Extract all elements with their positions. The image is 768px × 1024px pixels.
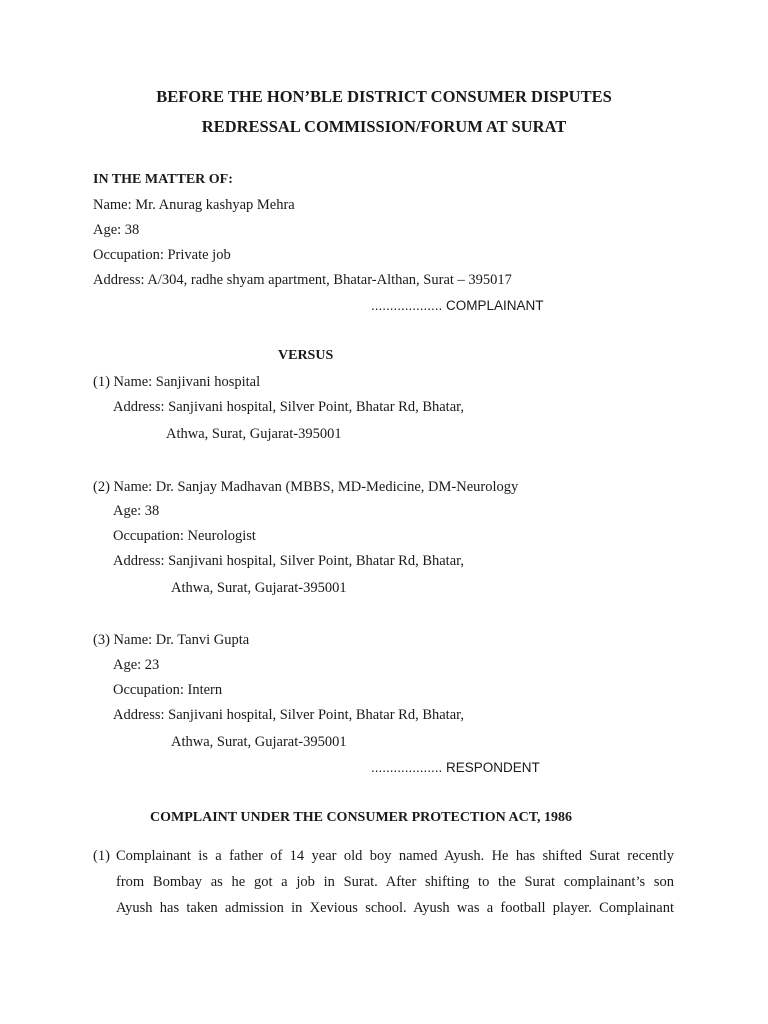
complaint-heading: COMPLAINT UNDER THE CONSUMER PROTECTION ACT, 1986 [150, 810, 572, 825]
complainant-address: Address: A/304, radhe shyam apartment, Bhatar-Althan, Surat – 395017 [93, 272, 512, 288]
paragraph-1-line-2: from Bombay as he got a job in Surat. After shifting to the Surat complainant’s son [116, 874, 674, 890]
matter-label: IN THE MATTER OF: [93, 172, 233, 187]
respondent-2-occupation: Occupation: Neurologist [113, 528, 256, 544]
complainant-occupation: Occupation: Private job [93, 247, 231, 263]
respondent-1-address-1: Address: Sanjivani hospital, Silver Point, Bhatar Rd, Bhatar, [113, 399, 465, 415]
heading-line-2: REDRESSAL COMMISSION/FORUM AT SURAT [201, 117, 567, 136]
paragraph-1-line-1: Complainant is a father of 14 year old boy named Ayush. He has shifted Surat recently [116, 848, 674, 864]
respondent-2-address-1: Address: Sanjivani hospital, Silver Point, Bhatar Rd, Bhatar, [113, 553, 465, 569]
respondent-1-address-2: Athwa, Surat, Gujarat-395001 [166, 426, 342, 442]
complainant-age: Age: 38 [93, 222, 140, 238]
complainant-name: Name: Mr. Anurag kashyap Mehra [93, 197, 295, 213]
versus-heading: VERSUS [278, 348, 334, 363]
respondent-role: ................... RESPONDENT [371, 760, 540, 775]
respondent-2-age: Age: 38 [113, 503, 160, 519]
respondent-3-address-1: Address: Sanjivani hospital, Silver Point, Bhatar Rd, Bhatar, [113, 707, 465, 723]
heading-line-1: BEFORE THE HON’BLE DISTRICT CONSUMER DISPUTES [156, 87, 612, 106]
respondent-3-address-2: Athwa, Surat, Gujarat-395001 [171, 734, 347, 750]
paragraph-1-number: (1) [93, 848, 110, 864]
complainant-role: ................... COMPLAINANT [371, 298, 544, 313]
respondent-3-age: Age: 23 [113, 657, 160, 673]
respondent-1-name: (1) Name: Sanjivani hospital [93, 374, 261, 390]
respondent-3-name: (3) Name: Dr. Tanvi Gupta [93, 632, 250, 648]
respondent-2-name: (2) Name: Dr. Sanjay Madhavan (MBBS, MD-Medicine, DM-Neurology [93, 479, 519, 495]
respondent-3-occupation: Occupation: Intern [113, 682, 223, 698]
respondent-2-address-2: Athwa, Surat, Gujarat-395001 [171, 580, 347, 596]
paragraph-1-line-3: Ayush has taken admission in Xevious school. Ayush was a football player. Complainant [116, 900, 674, 916]
